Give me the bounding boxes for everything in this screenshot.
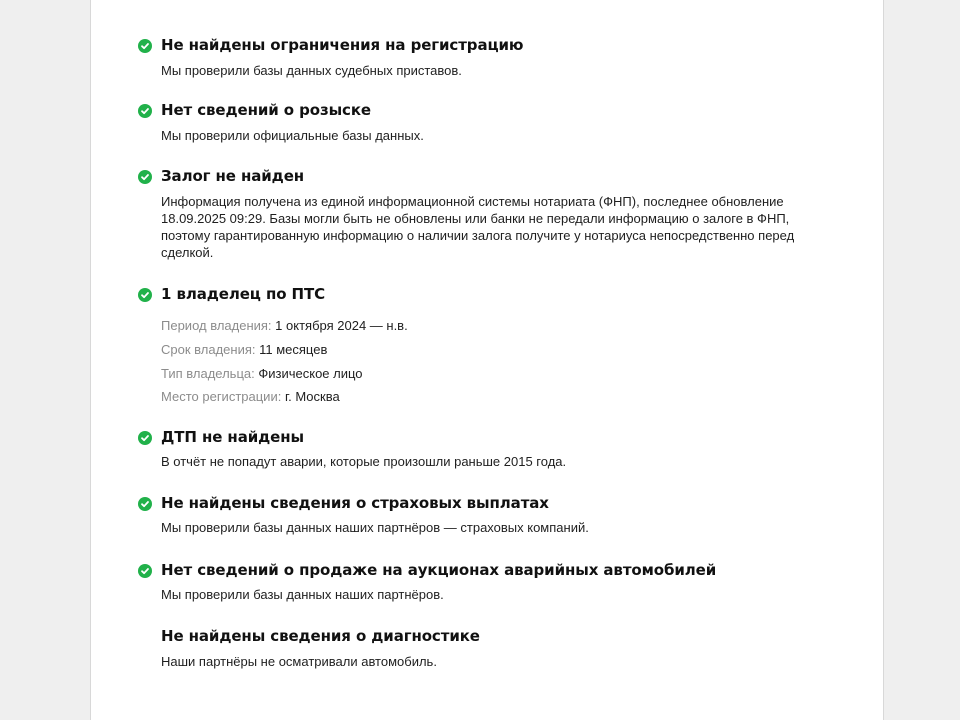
check-text-pledge: Информация получена из единой информационной системы нотариата (ФНП), последнее обновление 18.09.2025 09:29. Базы могли быть не обновлены или банки не передали информацию о залоге в ФНП, поэтому гарантированную информацию о наличии залога получите у нотариуса непосредственно перед сделкой. xyxy=(161,194,795,260)
check-title-owners: 1 владелец по ПТС xyxy=(161,285,326,303)
detail-value: 11 месяцев xyxy=(259,342,328,357)
check-circle-icon xyxy=(138,564,152,578)
check-circle-icon xyxy=(138,431,152,445)
detail-label: Срок владения: xyxy=(161,342,256,357)
check-text-auctions: Мы проверили базы данных наших партнёров. xyxy=(161,587,444,602)
detail-label: Тип владельца: xyxy=(161,366,255,381)
detail-label: Место регистрации: xyxy=(161,389,282,404)
detail-value: г. Москва xyxy=(284,389,340,404)
check-title-insurance: Не найдены сведения о страховых выплатах xyxy=(161,494,549,512)
check-text-insurance: Мы проверили базы данных наших партнёров — страховых компаний. xyxy=(161,520,589,535)
check-title-diagnostics: Не найдены сведения о диагностике xyxy=(161,627,480,645)
check-circle-icon xyxy=(138,497,152,511)
owner-detail-duration xyxy=(161,341,327,358)
check-circle-icon xyxy=(138,39,152,53)
check-text-wanted: Мы проверили официальные базы данных. xyxy=(161,128,424,143)
check-title-restrictions: Не найдены ограничения на регистрацию xyxy=(161,36,524,54)
check-title-auctions: Нет сведений о продаже на аукционах аварийных автомобилей xyxy=(161,561,717,579)
check-text-diagnostics: Наши партнёры не осматривали автомобиль. xyxy=(161,654,437,669)
check-title-accidents: ДТП не найдены xyxy=(161,428,304,446)
check-circle-icon xyxy=(138,104,152,118)
detail-label: Период владения: xyxy=(161,318,272,333)
owner-detail-location xyxy=(161,388,340,405)
owner-detail-period xyxy=(161,317,408,334)
check-title-wanted: Нет сведений о розыске xyxy=(161,101,371,119)
check-circle-icon xyxy=(138,170,152,184)
owner-detail-type xyxy=(161,365,363,382)
detail-value: 1 октября 2024 — н.в. xyxy=(275,318,408,333)
check-text-accidents: В отчёт не попадут аварии, которые произошли раньше 2015 года. xyxy=(161,454,567,469)
check-title-pledge: Залог не найден xyxy=(161,167,305,185)
detail-value: Физическое лицо xyxy=(258,366,363,381)
check-circle-icon xyxy=(138,288,152,302)
check-text-restrictions: Мы проверили базы данных судебных приставов. xyxy=(161,63,462,78)
